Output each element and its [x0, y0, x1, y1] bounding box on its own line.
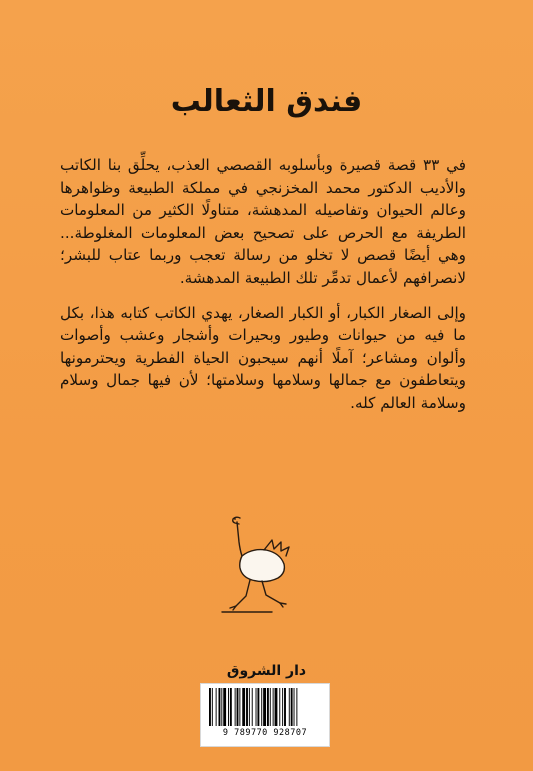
ostrich-illustration [202, 510, 308, 618]
blurb-paragraph-2: وإلى الصغار الكبار، أو الكبار الصغار، يهدي الكاتب كتابه هذا، بكل ما فيه من حيوانات وطيور وبحيرات وأشجار وعشب وأصوات وألوان ومشاعر؛ آملًا أنهم سيحبون الحياة الفطرية ويحترمونها ويتعاطفون مع جمالها وسلامها وسلامتها؛ لأن فيها جمال وسلام وسلامة العالم كله. [60, 303, 466, 412]
barcode [200, 683, 330, 747]
book-title: فندق الثعالب [170, 84, 363, 119]
publisher-logo: دار الشروق [226, 663, 307, 679]
barcode-bars [207, 688, 323, 728]
isbn-number: 9 789770 928707 [222, 728, 308, 738]
blurb-paragraph-1: في ٣٣ قصة قصيرة وبأسلوبه القصصي العذب، يحلِّق بنا الكاتب والأديب الدكتور محمد المخزنجي في مملكة الطبيعة وظواهرها وعالم الحيوان وتفاصيله المدهشة، متناولًا الكثير من المعلومات الطريفة مع الحرص على تصحيح بعض المعلومات المغلوطة... وهي أيضًا قصص لا تخلو من رسالة تعجب وربما عتاب للبشر؛ لانصرافهم لأعمال تدمِّر تلك الطبيعة المدهشة. [60, 156, 466, 287]
book-blurb [60, 154, 466, 415]
